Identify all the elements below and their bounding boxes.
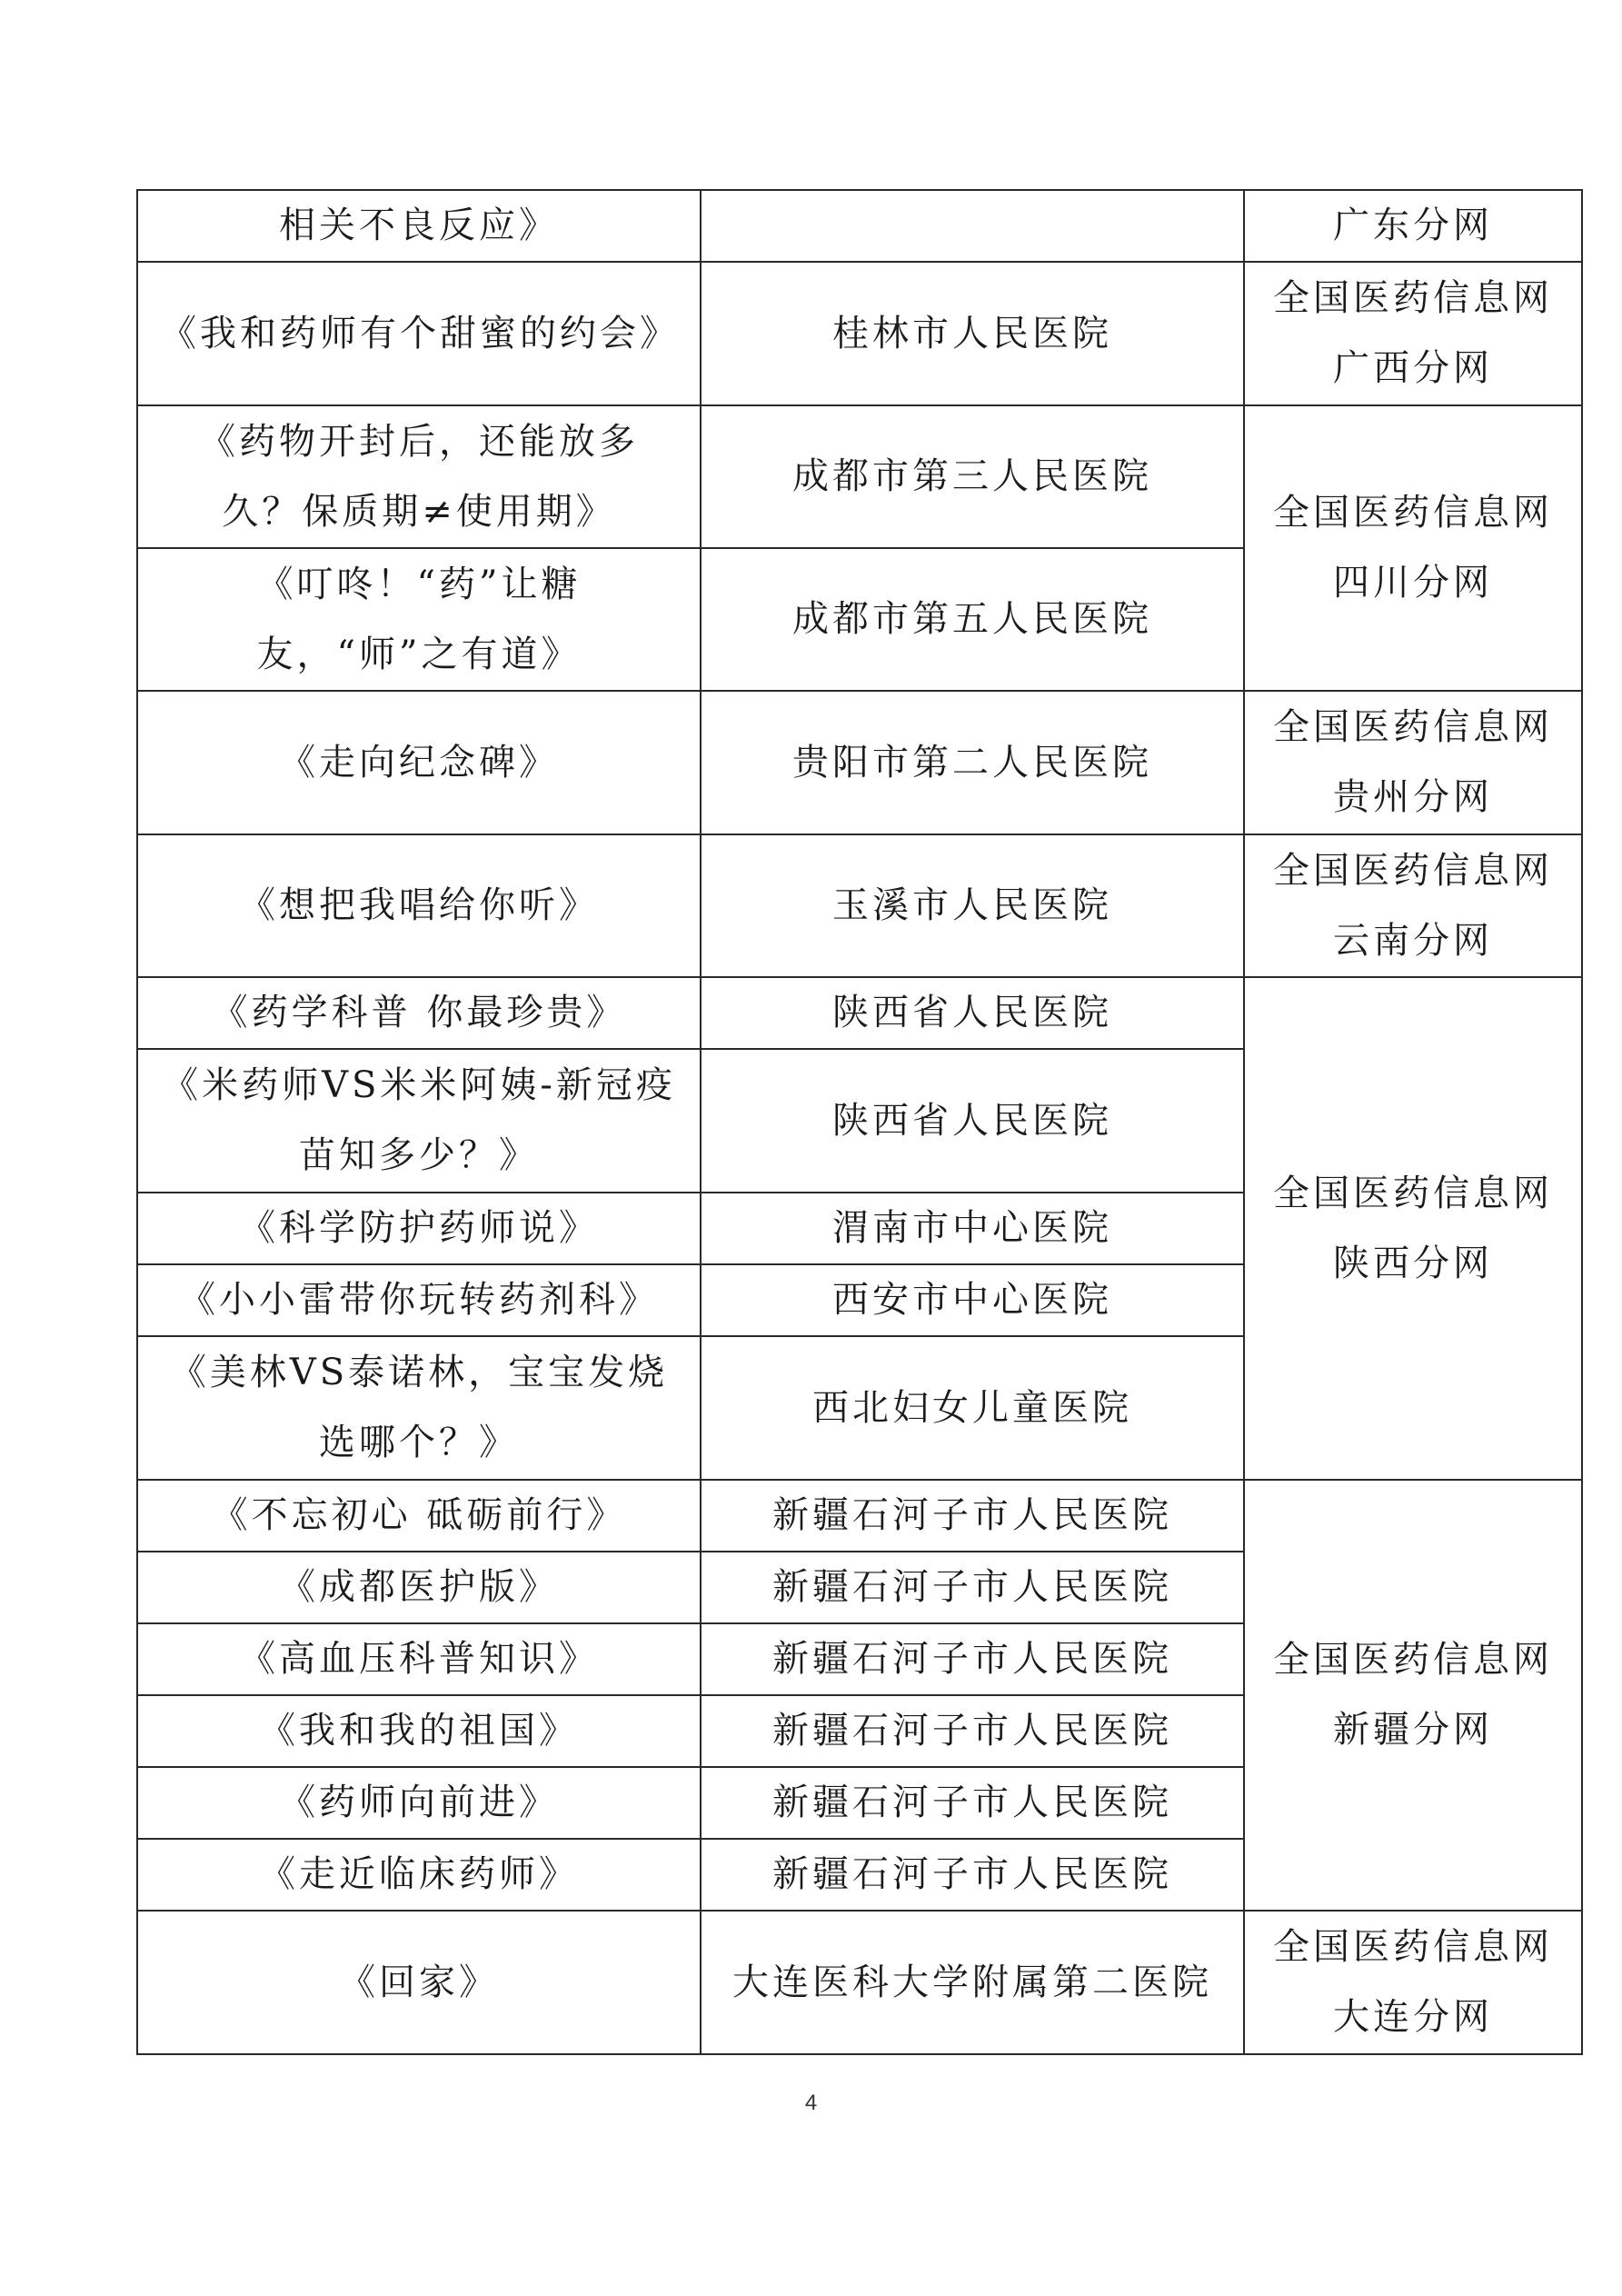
network-cell: 全国医药信息网大连分网 bbox=[1244, 1911, 1582, 2054]
title-cell: 《走向纪念碑》 bbox=[137, 691, 701, 834]
document-table bbox=[136, 189, 1583, 2055]
hospital-cell: 桂林市人民医院 bbox=[701, 262, 1244, 405]
hospital-cell: 西安市中心医院 bbox=[701, 1264, 1244, 1336]
table-row bbox=[137, 262, 1582, 405]
network-cell: 全国医药信息网新疆分网 bbox=[1244, 1480, 1582, 1911]
page-number: 4 bbox=[804, 2091, 818, 2115]
title-cell: 《叮咚！“药”让糖友，“师”之有道》 bbox=[137, 548, 701, 691]
hospital-cell: 西北妇女儿童医院 bbox=[701, 1336, 1244, 1480]
hospital-cell: 新疆石河子市人民医院 bbox=[701, 1767, 1244, 1839]
hospital-cell: 成都市第五人民医院 bbox=[701, 548, 1244, 691]
hospital-cell bbox=[701, 190, 1244, 262]
network-cell: 全国医药信息网陕西分网 bbox=[1244, 977, 1582, 1480]
title-cell: 《米药师VS米米阿姨-新冠疫苗知多少？》 bbox=[137, 1049, 701, 1193]
title-cell: 《药学科普 你最珍贵》 bbox=[137, 977, 701, 1049]
hospital-cell: 新疆石河子市人民医院 bbox=[701, 1480, 1244, 1552]
title-cell: 《高血压科普知识》 bbox=[137, 1623, 701, 1695]
table-row bbox=[137, 691, 1582, 834]
table-row bbox=[137, 405, 1582, 548]
network-cell: 全国医药信息网贵州分网 bbox=[1244, 691, 1582, 834]
hospital-cell: 陕西省人民医院 bbox=[701, 1049, 1244, 1193]
title-cell: 《药物开封后，还能放多久？保质期≠使用期》 bbox=[137, 405, 701, 548]
hospital-cell: 渭南市中心医院 bbox=[701, 1193, 1244, 1264]
title-cell: 《不忘初心 砥砺前行》 bbox=[137, 1480, 701, 1552]
network-cell: 全国医药信息网云南分网 bbox=[1244, 834, 1582, 977]
title-cell: 《走近临床药师》 bbox=[137, 1839, 701, 1911]
hospital-cell: 新疆石河子市人民医院 bbox=[701, 1695, 1244, 1767]
hospital-cell: 成都市第三人民医院 bbox=[701, 405, 1244, 548]
title-cell: 《成都医护版》 bbox=[137, 1552, 701, 1623]
table-row bbox=[137, 834, 1582, 977]
title-cell: 相关不良反应》 bbox=[137, 190, 701, 262]
title-cell: 《小小雷带你玩转药剂科》 bbox=[137, 1264, 701, 1336]
title-cell: 《我和我的祖国》 bbox=[137, 1695, 701, 1767]
hospital-cell: 陕西省人民医院 bbox=[701, 977, 1244, 1049]
table-row bbox=[137, 1911, 1582, 2054]
title-cell: 《回家》 bbox=[137, 1911, 701, 2054]
title-cell: 《想把我唱给你听》 bbox=[137, 834, 701, 977]
title-cell: 《科学防护药师说》 bbox=[137, 1193, 701, 1264]
hospital-cell: 玉溪市人民医院 bbox=[701, 834, 1244, 977]
title-cell: 《我和药师有个甜蜜的约会》 bbox=[137, 262, 701, 405]
table-row bbox=[137, 1480, 1582, 1552]
table-row bbox=[137, 190, 1582, 262]
hospital-cell: 新疆石河子市人民医院 bbox=[701, 1552, 1244, 1623]
hospital-cell: 大连医科大学附属第二医院 bbox=[701, 1911, 1244, 2054]
table-row bbox=[137, 977, 1582, 1049]
hospital-cell: 新疆石河子市人民医院 bbox=[701, 1623, 1244, 1695]
hospital-cell: 贵阳市第二人民医院 bbox=[701, 691, 1244, 834]
network-cell: 全国医药信息网四川分网 bbox=[1244, 405, 1582, 691]
network-cell: 全国医药信息网广西分网 bbox=[1244, 262, 1582, 405]
title-cell: 《美林VS泰诺林，宝宝发烧选哪个？》 bbox=[137, 1336, 701, 1480]
title-cell: 《药师向前进》 bbox=[137, 1767, 701, 1839]
hospital-cell: 新疆石河子市人民医院 bbox=[701, 1839, 1244, 1911]
network-cell: 广东分网 bbox=[1244, 190, 1582, 262]
